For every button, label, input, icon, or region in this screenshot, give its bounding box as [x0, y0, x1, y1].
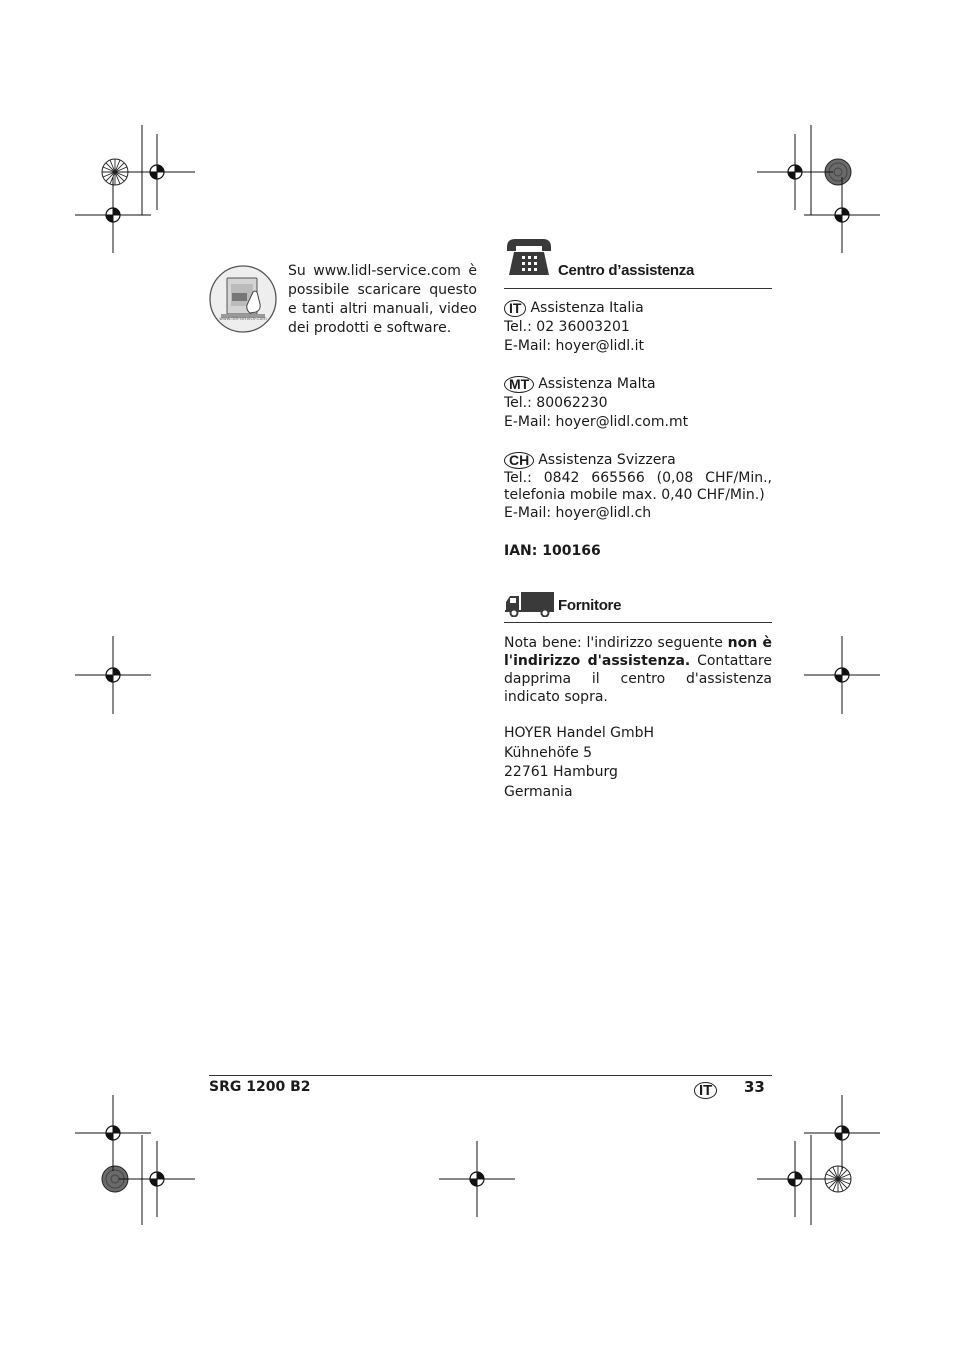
- lidl-service-download-icon: [209, 264, 277, 334]
- heading-rule: [504, 288, 772, 289]
- country-badge-it: IT: [504, 300, 526, 317]
- service-center-heading: Centro d’assistenza: [558, 262, 695, 279]
- icon-caption: www.lidl-service.com: [219, 317, 267, 322]
- service-center-entries: [504, 299, 772, 561]
- address-line: 22761 Hamburg: [504, 764, 618, 780]
- entry-name: Assistenza Svizzera: [538, 452, 676, 468]
- entry-tel: Tel.: 02 36003201: [504, 319, 630, 335]
- footer-lang: [694, 1079, 721, 1099]
- entry-malta: [504, 375, 772, 432]
- address-line: Germania: [504, 783, 573, 800]
- supplier-heading: Fornitore: [558, 597, 622, 614]
- page-number: 33: [744, 1078, 765, 1096]
- entry-tel: Tel.: 80062230: [504, 395, 608, 411]
- entry-name: Assistenza Italia: [530, 300, 644, 316]
- footer-rule: [209, 1075, 772, 1076]
- entry-email: E-Mail: hoyer@lidl.com.mt: [504, 414, 689, 430]
- entry-tel: Tel.: 0842 665566 (0,08 CHF/Min., telefonia mobile max. 0,40 CHF/Min.): [504, 470, 772, 503]
- note-prefix: Nota bene: l'indirizzo seguente: [504, 635, 728, 651]
- entry-italy: [504, 299, 772, 356]
- country-badge-mt: MT: [504, 376, 534, 393]
- truck-icon: [505, 591, 555, 617]
- ian-number: IAN: 100166: [504, 543, 601, 559]
- address-line: Kühnehöfe 5: [504, 744, 593, 761]
- telephone-icon: [505, 237, 553, 277]
- supplier-address: [504, 724, 772, 802]
- entry-email: E-Mail: hoyer@lidl.ch: [504, 505, 652, 521]
- note-suffix: Contattare dapprima il centro d'assistenza indicato sopra.: [504, 653, 772, 705]
- entry-email: E-Mail: hoyer@lidl.it: [504, 338, 644, 354]
- entry-switzerland: [504, 451, 772, 523]
- footer-model: SRG 1200 B2: [209, 1079, 311, 1095]
- address-line: HOYER Handel GmbH: [504, 725, 655, 741]
- download-note-text: Su www.lidl-service.com è possibile scaricare questo e tanti altri manuali, video dei prodotti e software.: [288, 263, 477, 336]
- entry-name: Assistenza Malta: [538, 376, 656, 392]
- country-badge-ch: CH: [504, 452, 534, 469]
- heading-rule: [504, 622, 772, 623]
- footer-lang-badge: IT: [694, 1082, 717, 1099]
- note-bold: non è l'indirizzo d'assistenza.: [504, 635, 772, 669]
- supplier-note: [504, 634, 772, 706]
